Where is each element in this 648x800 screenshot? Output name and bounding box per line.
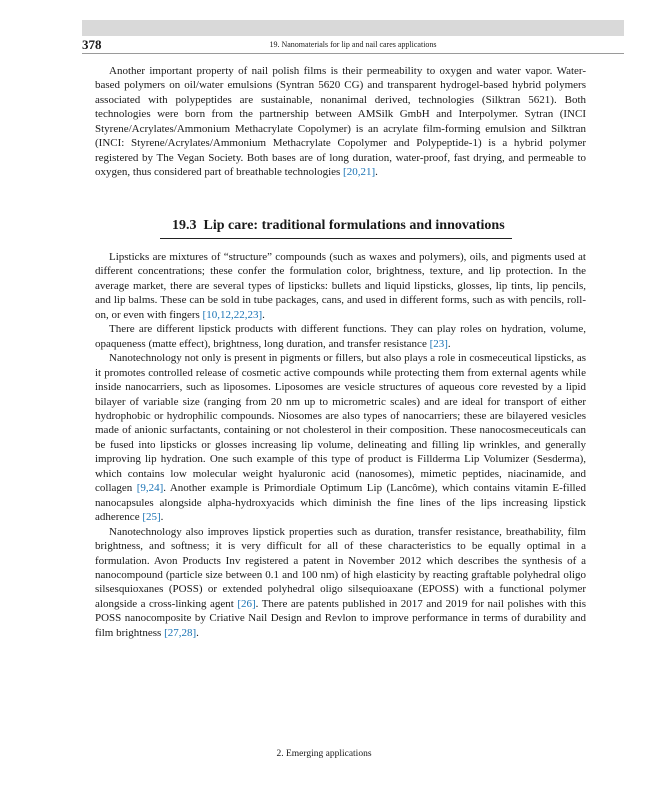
section-heading-rule (160, 238, 512, 239)
page-number: 378 (82, 37, 102, 52)
citation-link[interactable]: [25] (142, 511, 161, 524)
top-bar (82, 20, 624, 36)
section-number: 19.3 (172, 218, 197, 233)
citation-link[interactable]: [27,28] (164, 626, 197, 639)
page-footer: 2. Emerging applications (276, 749, 372, 759)
citation-link[interactable]: [9,24] (136, 482, 164, 495)
paragraph-nanotechnology-properties: Nanotechnology also improves lipstick properties such as duration, transfer resistance, breathability, film brightness, and softness; it is very difficult for all of these characteristics to be equally optimal in a formulation. Avon Products Inv registered a patent in November 2012 which describes the synthesis of a nanocompound (particle size between 0.1 and 100 nm) of high elasticity by reacting graftable polyhedral oligo silsesquioxanes (POSS) or extended polyhedral oligo silsequioaxane (EPOSS) with a functional polymer alongside a cross-linking agent [26]. There are patents published in 2017 and 2019 for nail polishes with this POSS nanocomposite by Criative Nail Design and Revlon to improve performance in terms of durability and film brightness [27,28]. (95, 525, 586, 639)
paragraph-lipstick-mixtures: Lipsticks are mixtures of “structure” compounds (such as waxes and polymers), oils, and pigments used at different concentrations; these confer the formulation color, brightness, texture, and lip protection. In the average market, there are several types of lipsticks: bullets and liquid lipsticks, glosses, lip tints, lip pencils, and lip balms. These can be sold in tube packages, cans, and used in different forms, such as with pencils, roll-on, or even with fingers [10,12,22,23]. (95, 251, 586, 321)
paragraph-lipstick-functions: There are different lipstick products with different functions. They can play roles on hydration, volume, opaqueness (matte effect), brightness, long duration, and transfer resistance [23]. (95, 323, 586, 350)
citation-link[interactable]: [23] (429, 337, 448, 350)
running-head: 19. Nanomaterials for lip and nail cares applications (269, 40, 437, 49)
section-heading (172, 216, 505, 236)
citation-link[interactable]: [26] (237, 597, 256, 610)
section-title: Lip care: traditional formulations and innovations (203, 218, 505, 233)
section-body (95, 250, 586, 640)
intro-paragraph: Another important property of nail polish films is their permeability to oxygen and water vapor. Water-based polymers on oil/water emulsions (Syntran 5620 CG) and transparent hydrogel-based hybrid polymers associated with polypeptides are sustainable, nonanimal derived, technologies (Silktran 5621). Both technologies were born from the partnership between AMSilk GmbH and Interpolymer. Sytran (INCI Styrene/Acrylates/Ammonium Methacrylate Copolymer) is an acrylate film-forming emulsion and Silktran (INCI: Styrene/Acrylates/Ammonium Methacrylate Copolymer and Polypeptide-1) is a hybrid polymer registered by The Vegan Society. Both bases are of long duration, water-proof, fast drying, and permeable to oxygen, thus considered part of breathable technologies [20,21]. (95, 65, 586, 179)
citation-link[interactable]: [10,12,22,23] (202, 308, 263, 321)
citation-link[interactable]: [20,21] (343, 166, 376, 179)
paragraph-nanotechnology-cosmeceutical: Nanotechnology not only is present in pigments or fillers, but also plays a role in cosmeceutical lipsticks, as it promotes controlled release of cosmetic active compounds while protecting them from external agents while inside nanocarriers, such as liposomes. Liposomes are vesicle structures of aqueous core revested by a lipid bilayer of variable size (ranging from 20 nm up to micrometric scales) and are ideal for transport of either hydrophobic or hydrophilic compounds. Niosomes are also types of nanocarriers; these are bilayered vesicles made of anionic surfactants, containing or not cholesterol in their composition. These nanocosmeceuticals can be fused into lipsticks or glosses increasing lip volume, delineating and filling lip wrinkles, and generally improving lip hydration. One such example of this type of product is Fillderma Lip Volumizer (Sesderma), which contains low molecular weight hyaluronic acid (nanosomes), mimetic peptides, niacinamide, and collagen [9,24]. Another example is Primordiale Optimum Lip (Lancôme), which contains vitamin E-filled nanocapsules alongside alpha-hydroxyacids which diminish the fine lines of the lips increasing lipstick adherence [25]. (95, 352, 586, 524)
page-header (82, 37, 624, 54)
